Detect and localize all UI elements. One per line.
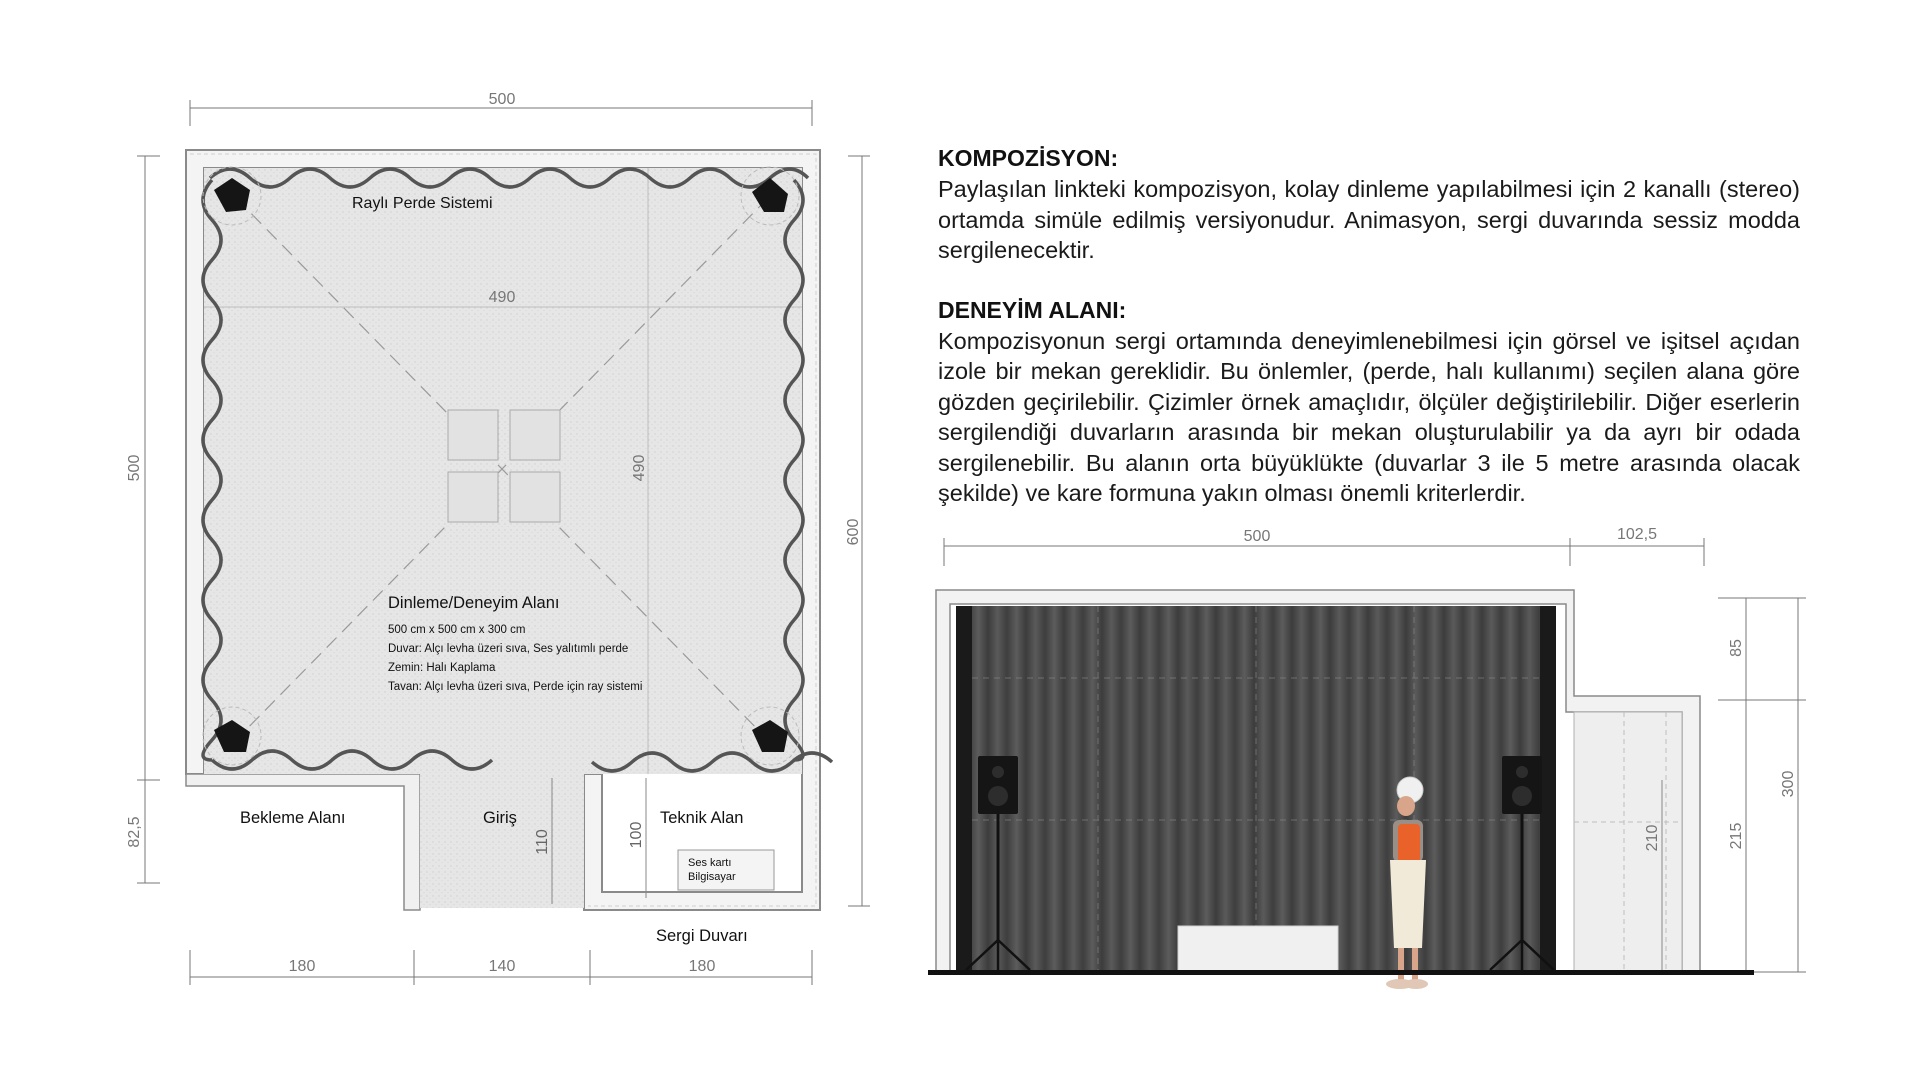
- dim-inner-horizontal: 490: [488, 289, 516, 306]
- exhibition-wall-label: Sergi Duvarı: [656, 927, 748, 945]
- entrance-label: Giriş: [483, 809, 517, 827]
- dim-left: [137, 156, 160, 883]
- composition-paragraph: Paylaşılan linkteki kompozisyon, kolay dinleme yapılabilmesi için 2 kanallı (stereo) ortamda simüle edilmiş versiyonudur. Animasyon, sergi duvarında sessiz modda sergilenecektir.: [938, 176, 1800, 263]
- dim-bottom-a-label: 180: [288, 958, 316, 975]
- dim-right-label: 600: [845, 518, 862, 546]
- dim-left-label: 500: [126, 454, 143, 482]
- section-side-width-label: 102,5: [1616, 526, 1658, 543]
- spec-ceiling: Tavan: Alçı levha üzeri sıva, Perde için ray sistemi: [388, 681, 643, 693]
- spec-size: 500 cm x 500 cm x 300 cm: [388, 624, 526, 636]
- waiting-area-label: Bekleme Alanı: [240, 809, 346, 827]
- dim-left-lower-label: 82,5: [126, 816, 143, 848]
- section-floor: [928, 970, 1754, 975]
- equipment-line1: Ses kartı: [688, 857, 732, 869]
- dim-bottom-b-label: 140: [488, 958, 516, 975]
- floor-plan: [126, 91, 870, 985]
- curtain-edge-left: [956, 606, 972, 970]
- spec-wall: Duvar: Alçı levha üzeri sıva, Ses yalıtımlı perde: [388, 643, 629, 655]
- dim-entrance-label: 110: [534, 829, 551, 855]
- dim-inner-vertical: 490: [631, 454, 648, 482]
- experience-paragraph: Kompozisyonun sergi ortamında deneyimlenebilmesi için görsel ve işitsel açıdan izole bir mekan gereklidir. Bu önlemler, (perde, halı kullanımı) seçilen alana göre gözden geçirilebilir. Çizimler örnek amaçlıdır, ölçüler değiştirilebilir. Diğer eserlerin sergilendiği duvarların arasında bir mekan oluşturulabilir ya da ayrı bir odada sergilenebilir. Bu alanın orta büyüklükte (duvarlar 3 ile 5 metre arasında olacak şekilde) ve kare formuna yakın olması önemli kriterlerdir.: [938, 327, 1800, 506]
- description-panel: [938, 142, 1800, 537]
- composition-heading: KOMPOZİSYON:: [938, 145, 1119, 171]
- curtain-edge-right: [1540, 606, 1556, 970]
- section-lower-label: 215: [1728, 822, 1745, 850]
- equipment-line2: Bilgisayar: [688, 871, 736, 883]
- spec-title: Dinleme/Deneyim Alanı: [388, 594, 560, 612]
- dim-technical-label: 100: [628, 821, 645, 849]
- dim-bottom-c-label: 180: [688, 958, 716, 975]
- curtain-system-label: Raylı Perde Sistemi: [352, 195, 493, 212]
- section-total-label: 300: [1780, 770, 1797, 798]
- experience-heading: DENEYİM ALANI:: [938, 296, 1127, 323]
- section-upper-label: 85: [1728, 639, 1745, 657]
- technical-area-label: Teknik Alan: [660, 809, 744, 827]
- section-width-label: 500: [1243, 528, 1271, 545]
- section-dim-top: [944, 538, 1704, 566]
- waiting-wall: [186, 774, 420, 910]
- spec-floor: Zemin: Halı Kaplama: [388, 662, 496, 674]
- equipment-box: [678, 850, 774, 890]
- section-drawing: [928, 526, 1806, 989]
- dim-top-label: 500: [488, 91, 516, 108]
- door-height-label: 210: [1644, 824, 1661, 852]
- entrance-floor: [420, 774, 584, 908]
- bench: [1178, 926, 1338, 972]
